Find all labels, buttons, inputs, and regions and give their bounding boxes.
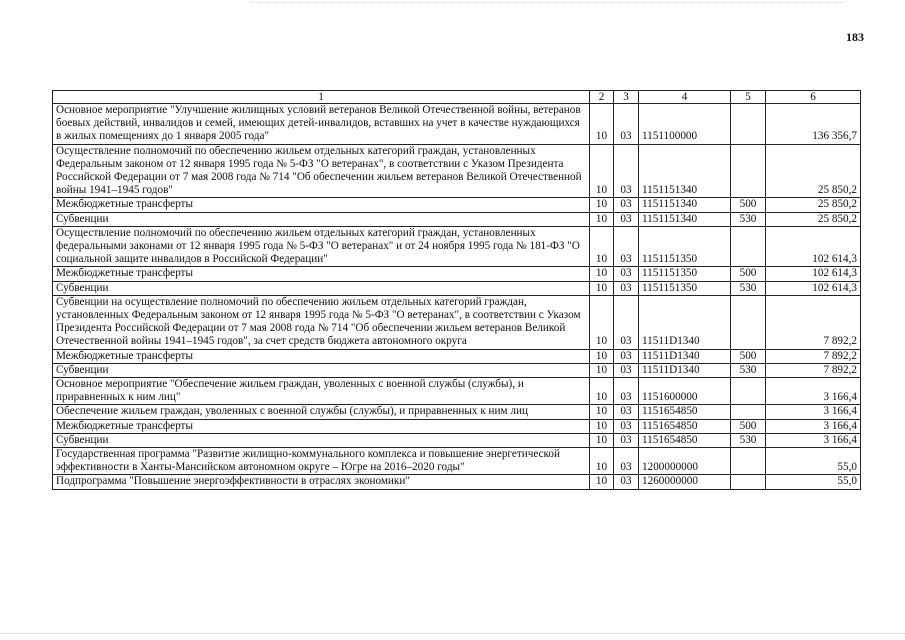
row-subsection-code: 03 — [614, 144, 639, 198]
row-expense-type-code: 530 — [731, 433, 766, 447]
row-section-code: 10 — [590, 349, 614, 363]
row-expense-type-code — [731, 378, 766, 405]
row-description: Подпрограмма "Повышение энергоэффективности в отраслях экономики" — [53, 475, 590, 489]
row-subsection-code: 03 — [614, 212, 639, 226]
col-header-4: 4 — [639, 91, 731, 104]
row-expense-type-code — [731, 475, 766, 489]
table-row — [53, 448, 861, 475]
row-description: Субвенции на осуществление полномочий по обеспечению жильем отдельных категорий граждан, установленных Федеральным законом от 12 января 1995 года № 5-ФЗ "О ветеранах", в соответствии с Указом Президента Российской Федерации от 7 мая 2008 года № 714 "Об обеспечении жильем ветеранов Великой Отечественной войны 1941–1945 годов", за счет средств бюджета автономного округа — [53, 295, 590, 349]
row-amount: 7 892,2 — [766, 349, 861, 363]
row-target-article-code: 1151151340 — [639, 144, 731, 198]
row-section-code: 10 — [590, 378, 614, 405]
row-target-article-code: 1151151350 — [639, 226, 731, 267]
row-description: Субвенции — [53, 212, 590, 226]
row-description: Основное мероприятие "Улучшение жилищных условий ветеранов Великой Отечественной войны, ветеранов боевых действий, инвалидов и семей, имеющих детей-инвалидов, вставших на учет в качестве нуждающихся в жилых помещениях до 1 января 2005 года" — [53, 104, 590, 145]
row-expense-type-code — [731, 448, 766, 475]
scan-edge-marks-bottom — [0, 631, 905, 634]
col-header-5: 5 — [731, 91, 766, 104]
row-subsection-code: 03 — [614, 198, 639, 212]
row-amount: 3 166,4 — [766, 405, 861, 419]
row-expense-type-code: 500 — [731, 267, 766, 281]
table-row — [53, 349, 861, 363]
table-row — [53, 281, 861, 295]
row-section-code: 10 — [590, 267, 614, 281]
row-target-article-code: 1151151350 — [639, 267, 731, 281]
row-expense-type-code — [731, 405, 766, 419]
row-target-article-code: 1151151340 — [639, 198, 731, 212]
table-row — [53, 378, 861, 405]
header-row — [53, 91, 861, 104]
table-row — [53, 198, 861, 212]
row-subsection-code: 03 — [614, 281, 639, 295]
row-section-code: 10 — [590, 198, 614, 212]
table-row — [53, 363, 861, 377]
row-description: Обеспечение жильем граждан, уволенных с военной службы (службы), и приравненных к ним лиц — [53, 405, 590, 419]
row-section-code: 10 — [590, 419, 614, 433]
row-amount: 55,0 — [766, 448, 861, 475]
row-description: Субвенции — [53, 433, 590, 447]
row-target-article-code: 1260000000 — [639, 475, 731, 489]
row-description: Осуществление полномочий по обеспечению жильем отдельных категорий граждан, установленных Федеральным законом от 12 января 1995 года № 5-ФЗ "О ветеранах", в соответствии с Указом Президента Российской Федерации от 7 мая 2008 года № 714 "Об обеспечении жильем ветеранов Великой Отечественной войны 1941–1945 годов" — [53, 144, 590, 198]
budget-table — [52, 90, 861, 490]
row-description: Межбюджетные трансферты — [53, 267, 590, 281]
row-expense-type-code: 500 — [731, 419, 766, 433]
row-subsection-code: 03 — [614, 378, 639, 405]
row-amount: 102 614,3 — [766, 267, 861, 281]
row-target-article-code: 1151654850 — [639, 419, 731, 433]
row-target-article-code: 11511D1340 — [639, 295, 731, 349]
row-description: Субвенции — [53, 281, 590, 295]
row-subsection-code: 03 — [614, 349, 639, 363]
row-expense-type-code — [731, 104, 766, 145]
col-header-6: 6 — [766, 91, 861, 104]
table-row — [53, 212, 861, 226]
row-subsection-code: 03 — [614, 448, 639, 475]
table-row — [53, 295, 861, 349]
row-subsection-code: 03 — [614, 475, 639, 489]
row-expense-type-code: 530 — [731, 363, 766, 377]
row-target-article-code: 11511D1340 — [639, 363, 731, 377]
row-expense-type-code: 530 — [731, 212, 766, 226]
row-amount: 136 356,7 — [766, 104, 861, 145]
row-target-article-code: 11511D1340 — [639, 349, 731, 363]
row-expense-type-code — [731, 295, 766, 349]
row-amount: 3 166,4 — [766, 419, 861, 433]
row-amount: 102 614,3 — [766, 226, 861, 267]
col-header-3: 3 — [614, 91, 639, 104]
row-section-code: 10 — [590, 144, 614, 198]
row-amount: 25 850,2 — [766, 144, 861, 198]
col-header-2: 2 — [590, 91, 614, 104]
table-row — [53, 226, 861, 267]
row-section-code: 10 — [590, 226, 614, 267]
row-target-article-code: 1151600000 — [639, 378, 731, 405]
table-header — [53, 91, 861, 104]
row-section-code: 10 — [590, 475, 614, 489]
row-subsection-code: 03 — [614, 295, 639, 349]
row-expense-type-code — [731, 144, 766, 198]
row-amount: 3 166,4 — [766, 378, 861, 405]
row-subsection-code: 03 — [614, 433, 639, 447]
row-section-code: 10 — [590, 363, 614, 377]
row-section-code: 10 — [590, 281, 614, 295]
row-description: Межбюджетные трансферты — [53, 198, 590, 212]
row-expense-type-code: 500 — [731, 349, 766, 363]
row-amount: 25 850,2 — [766, 198, 861, 212]
row-subsection-code: 03 — [614, 419, 639, 433]
row-section-code: 10 — [590, 212, 614, 226]
row-target-article-code: 1151654850 — [639, 405, 731, 419]
table-row — [53, 104, 861, 145]
row-subsection-code: 03 — [614, 226, 639, 267]
table-row — [53, 405, 861, 419]
row-subsection-code: 03 — [614, 405, 639, 419]
row-amount: 55,0 — [766, 475, 861, 489]
row-description: Межбюджетные трансферты — [53, 419, 590, 433]
page-number: 183 — [846, 30, 864, 44]
row-section-code: 10 — [590, 433, 614, 447]
row-target-article-code: 1151654850 — [639, 433, 731, 447]
row-description: Межбюджетные трансферты — [53, 349, 590, 363]
table-row — [53, 419, 861, 433]
row-section-code: 10 — [590, 104, 614, 145]
row-target-article-code: 1151100000 — [639, 104, 731, 145]
row-subsection-code: 03 — [614, 267, 639, 281]
row-expense-type-code: 530 — [731, 281, 766, 295]
row-amount: 7 892,2 — [766, 295, 861, 349]
table-row — [53, 267, 861, 281]
row-section-code: 10 — [590, 405, 614, 419]
row-description: Субвенции — [53, 363, 590, 377]
row-amount: 25 850,2 — [766, 212, 861, 226]
row-target-article-code: 1200000000 — [639, 448, 731, 475]
table-row — [53, 144, 861, 198]
row-section-code: 10 — [590, 448, 614, 475]
row-section-code: 10 — [590, 295, 614, 349]
row-description: Основное мероприятие "Обеспечение жильем граждан, уволенных с военной службы (службы), и приравненных к ним лиц" — [53, 378, 590, 405]
row-target-article-code: 1151151340 — [639, 212, 731, 226]
table-body — [53, 104, 861, 490]
row-amount: 102 614,3 — [766, 281, 861, 295]
row-description: Государственная программа "Развитие жилищно-коммунального комплекса и повышение энергетической эффективности в Ханты-Мансийском автономном округе – Югре на 2016–2020 годы" — [53, 448, 590, 475]
table-row — [53, 433, 861, 447]
row-expense-type-code: 500 — [731, 198, 766, 212]
row-amount: 3 166,4 — [766, 433, 861, 447]
table-row — [53, 475, 861, 489]
row-target-article-code: 1151151350 — [639, 281, 731, 295]
row-expense-type-code — [731, 226, 766, 267]
scan-edge-marks-top — [250, 2, 845, 4]
row-amount: 7 892,2 — [766, 363, 861, 377]
row-subsection-code: 03 — [614, 104, 639, 145]
row-description: Осуществление полномочий по обеспечению жильем отдельных категорий граждан, установленных федеральными законами от 12 января 1995 года № 5-ФЗ "О ветеранах" и от 24 ноября 1995 года № 181-ФЗ "О социальной защите инвалидов в Российской Федерации" — [53, 226, 590, 267]
col-header-1: 1 — [53, 91, 590, 104]
row-subsection-code: 03 — [614, 363, 639, 377]
